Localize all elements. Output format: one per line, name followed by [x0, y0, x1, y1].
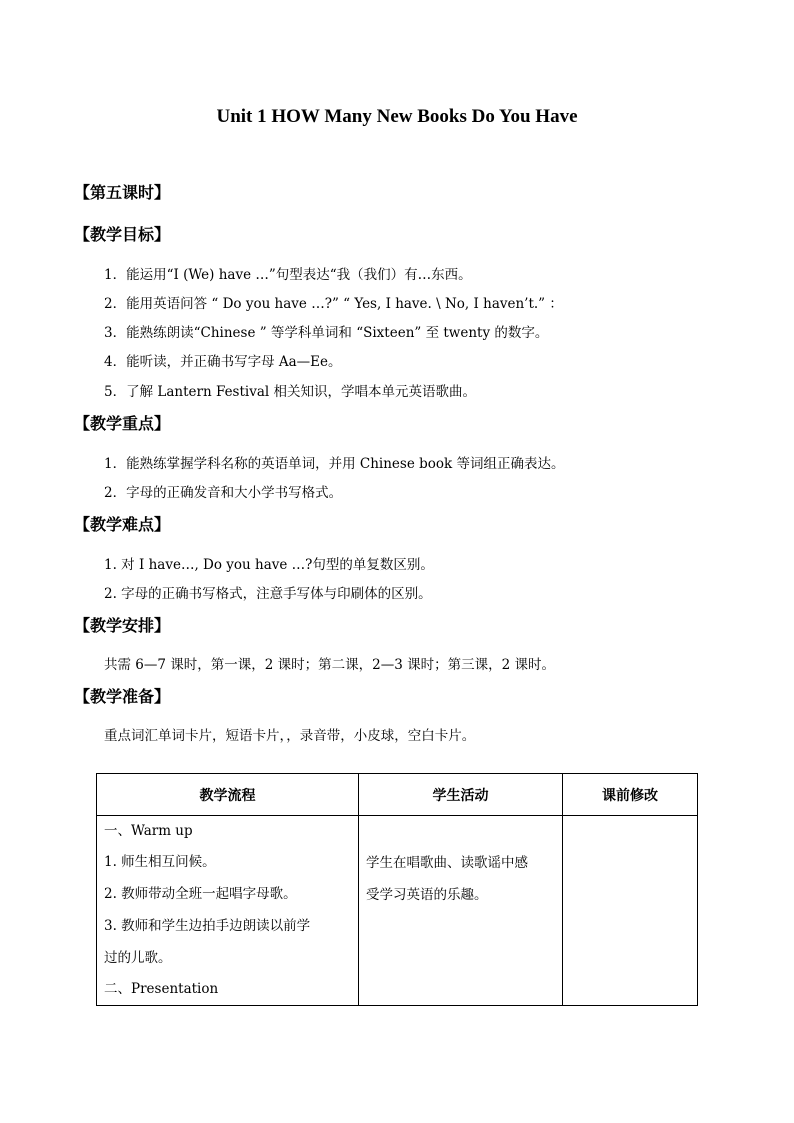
page-title: Unit 1 HOW Many New Books Do You Have	[216, 106, 578, 127]
revision-cell	[563, 816, 698, 1006]
key-point-item: 2．字母的正确发音和大小学书写格式。	[104, 485, 343, 501]
activity-line: 学生在唱歌曲、读歌谣中感	[366, 855, 528, 871]
table-header-process: 教学流程	[97, 774, 359, 816]
goal-item: 3．能熟练朗读“Chinese ” 等学科单词和 “Sixteen” 至 twenty 的数字。	[104, 325, 549, 341]
key-point-item: 1．能熟练掌握学科名称的英语单词，并用 Chinese book 等词组正确表达。	[104, 456, 565, 472]
process-line: 二、Presentation	[104, 981, 219, 997]
process-line: 一、Warm up	[104, 823, 193, 839]
section-heading-key-points: 【教学重点】	[74, 414, 171, 433]
process-line: 3. 教师和学生边拍手边朗读以前学	[104, 918, 311, 934]
arrangement-text: 共需 6—7 课时，第一课，2 课时；第二课，2—3 课时；第三课，2 课时。	[104, 657, 555, 673]
student-activity-cell	[359, 816, 563, 1006]
goal-item: 1．能运用“I (We) have …”句型表达“我（我们）有…东西。	[104, 267, 472, 283]
preparation-text: 重点词汇单词卡片，短语卡片，，录音带，小皮球，空白卡片。	[104, 728, 476, 744]
lesson-plan-table	[96, 773, 698, 1006]
goal-item: 4．能听读，并正确书写字母 Aa—Ee。	[104, 354, 342, 370]
table-header-revision: 课前修改	[563, 774, 698, 816]
section-heading-preparation: 【教学准备】	[74, 687, 171, 706]
process-line: 过的儿歌。	[104, 950, 172, 966]
difficulty-item: 1. 对 I have…, Do you have …?句型的单复数区别。	[104, 557, 434, 573]
table-header-row	[97, 774, 698, 816]
section-heading-arrangement: 【教学安排】	[74, 616, 171, 635]
process-line: 1. 师生相互问候。	[104, 854, 216, 870]
section-heading-goals: 【教学目标】	[74, 225, 171, 244]
goal-item: 5．了解 Lantern Festival 相关知识，学唱本单元英语歌曲。	[104, 384, 477, 400]
process-cell	[97, 816, 359, 1006]
goal-item: 2．能用英语问答 “ Do you have …?” “ Yes, I have. \ No, I haven’t.” ：	[104, 296, 563, 312]
table-row	[97, 816, 698, 1006]
table-header-student-activity: 学生活动	[359, 774, 563, 816]
activity-line: 受学习英语的乐趣。	[366, 887, 488, 903]
section-heading-lesson: 【第五课时】	[74, 183, 171, 202]
process-line: 2. 教师带动全班一起唱字母歌。	[104, 886, 297, 902]
difficulty-item: 2. 字母的正确书写格式，注意手写体与印刷体的区别。	[104, 586, 432, 602]
section-heading-difficulties: 【教学难点】	[74, 515, 171, 534]
